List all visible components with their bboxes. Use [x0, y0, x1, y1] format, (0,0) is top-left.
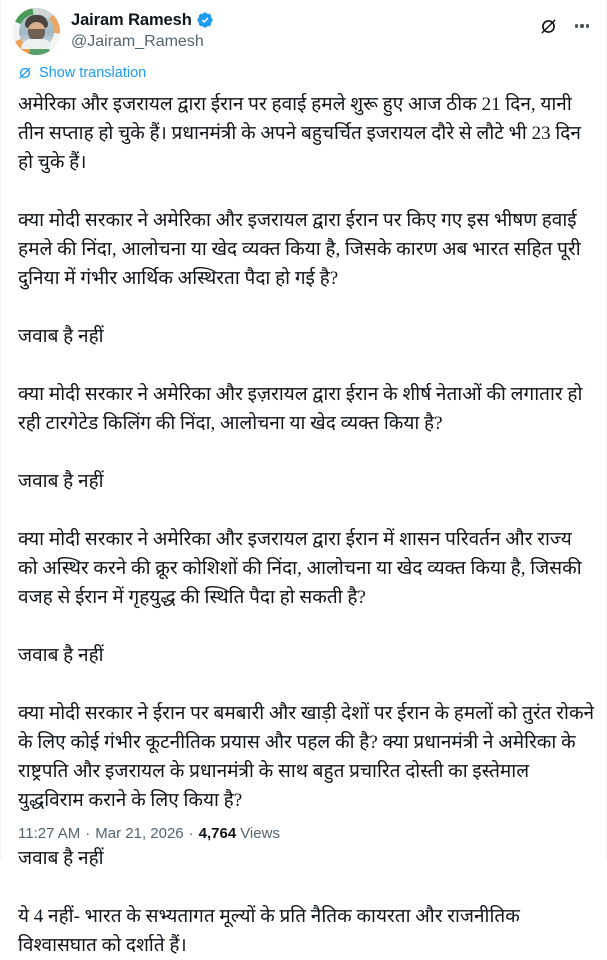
tweet-paragraph: क्या मोदी सरकार ने अमेरिका और इजरायल द्वारा ईरान पर किए गए इस भीषण हवाई हमले की निंदा, आलोचना या खेद व्यक्त किया है, जिसके कारण अब भारत सहित पूरी दुनिया में गंभीर आर्थिक अस्थिरता पैदा हो गई है? — [18, 210, 586, 289]
display-name-row[interactable] — [71, 10, 214, 30]
views-count: 4,764 — [198, 825, 237, 842]
tweet-paragraph: जवाब है नहीं — [18, 848, 104, 869]
header-actions — [536, 8, 594, 38]
tweet-paragraph: क्या मोदी सरकार ने अमेरिका और इजरायल द्वारा ईरान में शासन परिवर्तन और राज्य को अस्थिर करने की क्रूर कोशिशों की निंदा, आलोचना या खेद व्यक्त किया है, जिसकी वजह से ईरान में गृहयुद्ध की स्थिति पैदा हो सकती है? — [18, 529, 587, 608]
views-label: Views — [240, 825, 280, 842]
tweet-paragraph: जवाब है नहीं — [18, 471, 104, 492]
metadata-separator: · — [188, 825, 194, 842]
tweet-paragraph: ये 4 नहीं- भारत के सभ्यतागत मूल्यों के प्रति नैतिक कायरता और राजनीतिक विश्वासघात को दर्शाते हैं। — [18, 906, 525, 956]
more-options-icon[interactable] — [570, 14, 594, 38]
tweet-paragraph: अमेरिका और इजरायल द्वारा ईरान पर हवाई हमले शुरू हुए आज ठीक 21 दिन, यानी तीन सप्ताह हो चुके हैं। प्रधानमंत्री के अपने बहुचर्चित इजरायल दौरे से लौटे भी 23 दिन हो चुके हैं। — [18, 94, 586, 173]
tweet-paragraph: जवाब है नहीं — [18, 326, 104, 347]
ellipsis-glyph — [572, 16, 592, 36]
display-name[interactable]: Jairam Ramesh — [71, 11, 192, 29]
show-translation-row[interactable] — [1, 58, 606, 84]
tweet-date: Mar 21, 2026 — [95, 825, 184, 842]
tweet-header — [1, 0, 606, 58]
tweet-paragraph: क्या मोदी सरकार ने ईरान पर बमबारी और खाड़ी देशों पर ईरान के हमलों को तुरंत रोकने के लिए कोई गंभीर कूटनीतिक प्रयास और पहल की है? क्या प्रधानमंत्री ने अमेरिका के राष्ट्रपति और इजरायल के प्रधानमंत्री के साथ बहुत प्रचारित दोस्ती का इस्तेमाल युद्धविराम कराने के लिए किया है? — [18, 703, 599, 811]
tweet-time: 11:27 AM — [18, 825, 81, 842]
avatar-photo — [19, 14, 54, 49]
tweet-paragraph: क्या मोदी सरकार ने अमेरिका और इज़रायल द्वारा ईरान के शीर्ष नेताओं की लगातार हो रही टारगेटेड किलिंग की निंदा, आलोचना या खेद व्यक्त किया है? — [18, 384, 588, 434]
verified-badge-icon — [196, 11, 214, 29]
grok-icon[interactable] — [536, 14, 560, 38]
avatar-body — [21, 39, 52, 49]
grok-icon — [17, 65, 33, 81]
account-name-block — [71, 8, 214, 52]
show-translation-label[interactable]: Show translation — [39, 65, 147, 81]
metadata-separator: · — [85, 825, 91, 842]
tweet-paragraph: जवाब है नहीं — [18, 645, 104, 666]
account-handle[interactable]: @Jairam_Ramesh — [71, 33, 204, 50]
tweet-metadata — [1, 807, 606, 861]
avatar[interactable] — [13, 8, 60, 55]
